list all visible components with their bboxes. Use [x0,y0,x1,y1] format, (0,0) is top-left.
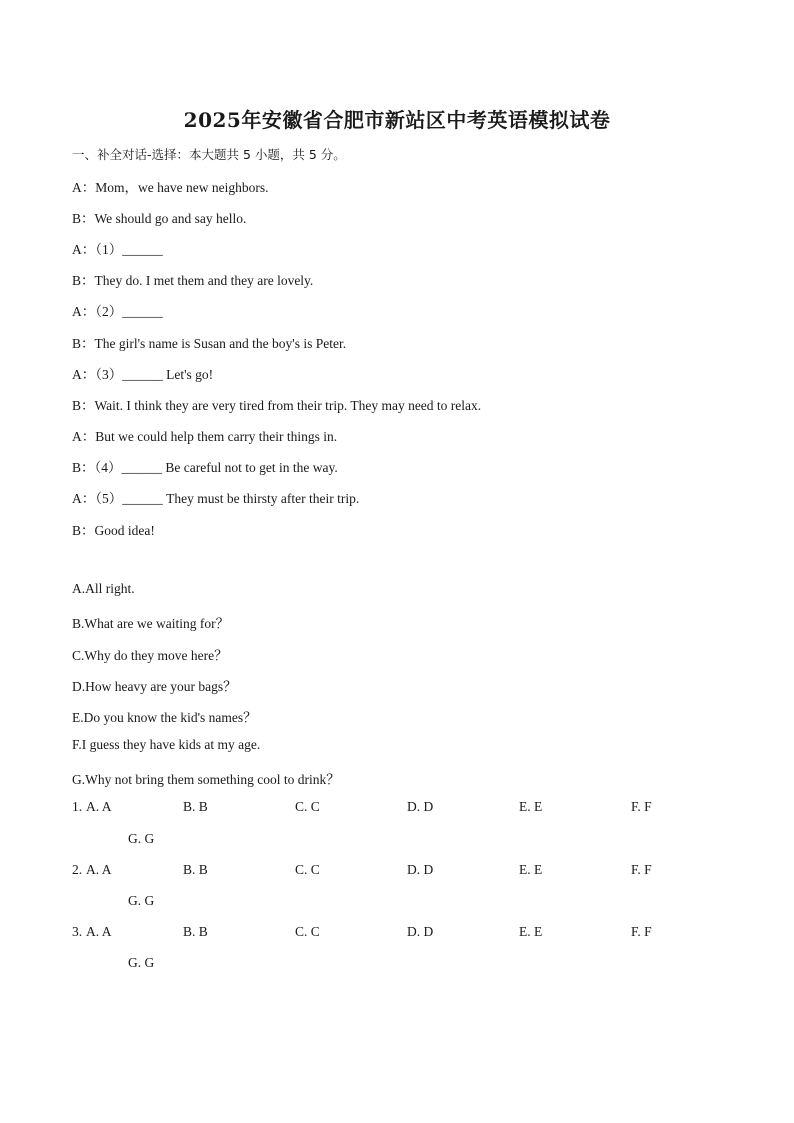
choice-item: F.I guess they have kids at my age. [72,737,261,752]
option-f[interactable]: F. F [631,924,652,939]
choice-item: E.Do you know the kid's names？ [72,710,257,725]
option-a[interactable]: A. A [86,862,112,877]
option-d[interactable]: D. D [407,924,434,939]
option-b[interactable]: B. B [183,799,208,814]
option-c[interactable]: C. C [295,862,320,877]
dialogue-line: B：The girl's name is Susan and the boy's is Peter. [72,336,347,351]
dialogue-line: A：But we could help them carry their things in. [72,429,338,444]
option-d[interactable]: D. D [407,862,434,877]
option-b[interactable]: B. B [183,862,208,877]
dialogue-line: A：（5）______ They must be thirsty after their trip. [72,491,360,506]
option-a[interactable]: A. A [86,799,112,814]
option-b[interactable]: B. B [183,924,208,939]
dialogue-line: A：（3）______ Let's go! [72,367,214,382]
option-d[interactable]: D. D [407,799,434,814]
question-row [72,862,732,882]
option-c[interactable]: C. C [295,799,320,814]
option-c[interactable]: C. C [295,924,320,939]
option-e[interactable]: E. E [519,862,543,877]
dialogue-line: B：Wait. I think they are very tired from their trip. They may need to relax. [72,398,482,413]
option-a[interactable]: A. A [86,924,112,939]
option-f[interactable]: F. F [631,862,652,877]
question-number: 1. [72,799,83,814]
choice-item: D.How heavy are your bags？ [72,679,237,694]
option-g[interactable]: G. G [128,831,155,846]
question-row [72,924,732,944]
dialogue-line: A：Mom，we have new neighbors. [72,180,269,195]
choice-item: G.Why not bring them something cool to drink？ [72,772,340,787]
choice-item: C.Why do they move here？ [72,648,228,663]
dialogue-line: B：We should go and say hello. [72,211,247,226]
question-number: 3. [72,924,83,939]
option-e[interactable]: E. E [519,799,543,814]
question-number: 2. [72,862,83,877]
page-title: 2025年安徽省合肥市新站区中考英语模拟试卷 [183,108,611,132]
option-g[interactable]: G. G [128,955,155,970]
option-e[interactable]: E. E [519,924,543,939]
choice-item: B.What are we waiting for？ [72,616,230,631]
choice-item: A.All right. [72,581,135,596]
dialogue-line: B：They do. I met them and they are lovely. [72,273,314,288]
option-g[interactable]: G. G [128,893,155,908]
dialogue-line: A：（2）______ [72,304,163,319]
section-heading: 一、补全对话-选择：本大题共 5 小题，共 5 分。 [72,147,346,162]
option-f[interactable]: F. F [631,799,652,814]
dialogue-line: B：Good idea! [72,523,155,538]
dialogue-line: A：（1）______ [72,242,163,257]
question-row [72,799,732,819]
dialogue-line: B：（4）______ Be careful not to get in the way. [72,460,338,475]
